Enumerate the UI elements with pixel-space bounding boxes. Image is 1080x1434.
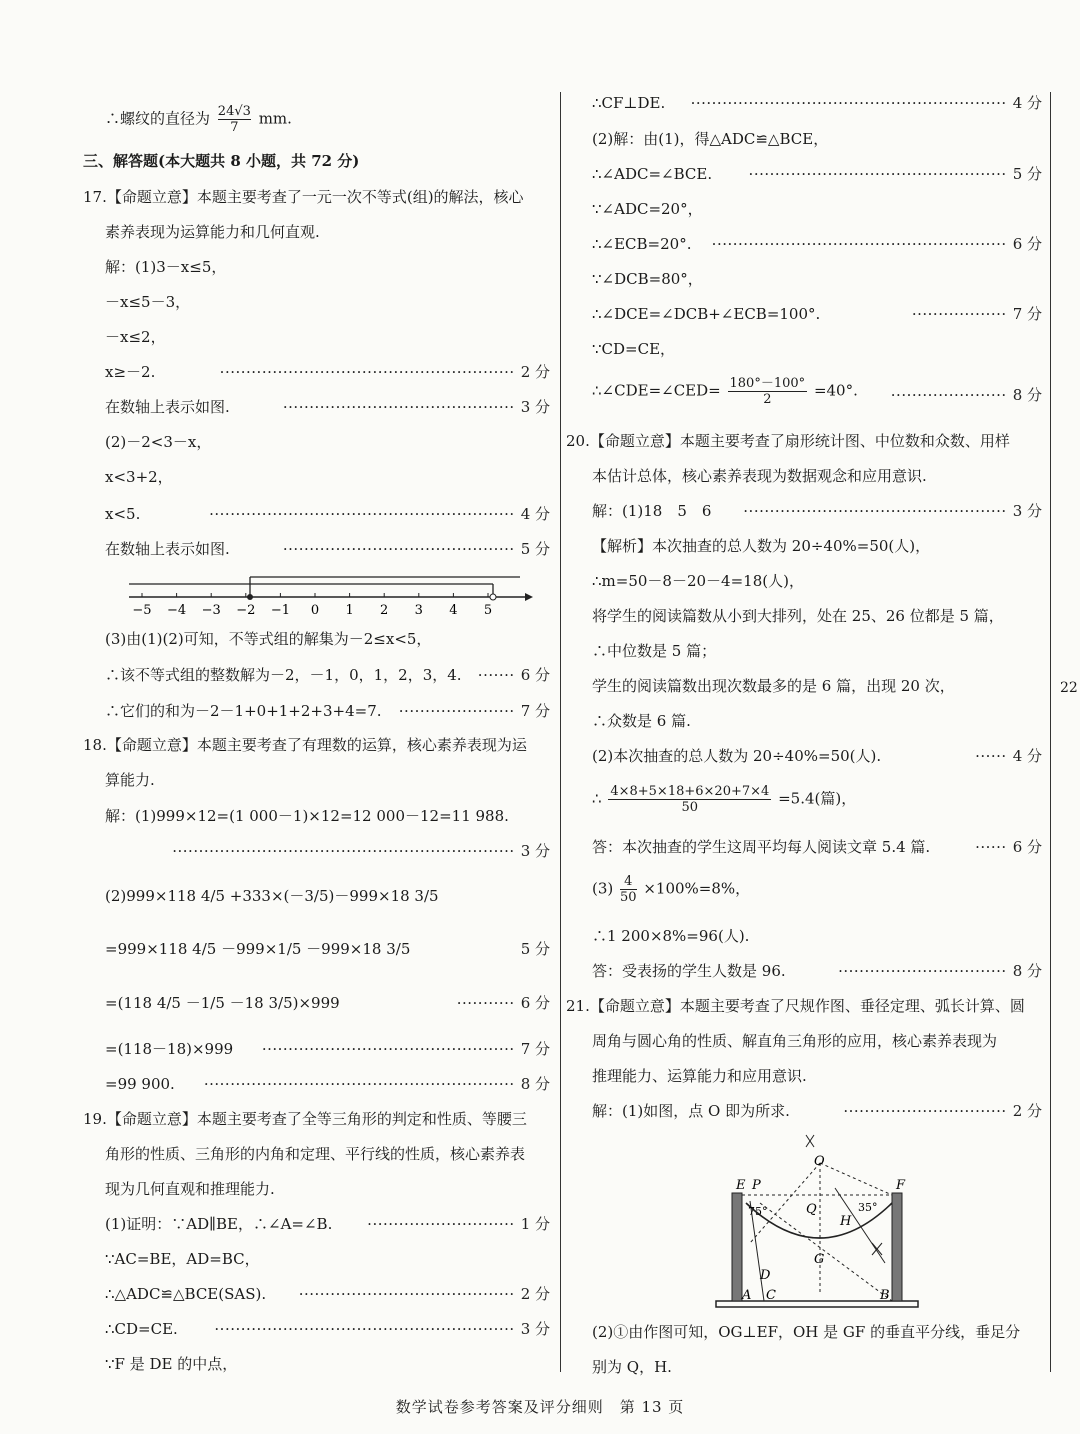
page-footer: 数学试卷参考答案及评分细则 第 13 页 bbox=[395, 1398, 685, 1416]
q20-step: ∴中位数是 5 篇； bbox=[592, 642, 717, 660]
q17-scored-line: x≥－2. ························································ 2 分 bbox=[105, 363, 550, 381]
q20-percent-formula: (3) $\frac{4}{50}$ ×100%=8%， bbox=[592, 874, 751, 905]
thread-diameter-line: ∴螺纹的直径为 $\frac{24√3}{7}$ mm. bbox=[105, 104, 292, 135]
label-H: H bbox=[840, 1214, 852, 1229]
q19-step: ∵AC=BE，AD=BC， bbox=[105, 1250, 260, 1268]
q21-step: 别为 Q，H. bbox=[592, 1358, 672, 1376]
label-O: O bbox=[814, 1154, 825, 1169]
q17-intro-cont: 素养表现为运算能力和几何直观. bbox=[105, 223, 320, 241]
q18-scored-line: =999×118 4/5 －999×1/5 －999×18 3/5 5 分 bbox=[105, 940, 550, 958]
axis-tick-label: −3 bbox=[201, 603, 221, 618]
scored-line: 解：(1)18 5 6 ·················································· 3 分 bbox=[592, 502, 1042, 520]
column-divider bbox=[560, 92, 561, 1372]
scored-line: 解：(1)如图，点 O 即为所求. ······························· 2 分 bbox=[592, 1102, 1042, 1120]
q20-step: ∴m=50－8－20－4=18(人)， bbox=[592, 572, 804, 590]
q21-intro-cont: 周角与圆心角的性质、解直角三角形的应用，核心素养表现为 bbox=[592, 1032, 998, 1050]
axis-tick-label: −5 bbox=[132, 603, 152, 618]
section-heading: 三、解答题(本大题共 8 小题，共 72 分) bbox=[83, 152, 360, 170]
q20-mean-formula: ∴ $\frac{4\times 8+5\times 18+6\times 20+7\times 4}{50}$ =5.4(篇)， bbox=[592, 784, 857, 815]
q17-step: －x≤5－3， bbox=[105, 293, 191, 311]
q17-scored-line: ∴该不等式组的整数解为－2，－1，0，1，2，3，4. ······· 6 分 bbox=[105, 666, 550, 684]
scored-line: ∴∠ECB=20°. ························································ 6 分 bbox=[592, 235, 1042, 253]
q21-step: (2)①由作图可知，OG⊥EF，OH 是 GF 的垂直平分线，垂足分 bbox=[592, 1323, 1021, 1341]
q18-intro-cont: 算能力. bbox=[105, 771, 155, 789]
label-35deg: 35° bbox=[858, 1201, 878, 1214]
q19-step: (2)解：由(1)，得△ADC≌△BCE， bbox=[592, 130, 829, 148]
scored-line: 答：本次抽查的学生这周平均每人阅读文章 5.4 篇. ······ 6 分 bbox=[592, 838, 1042, 856]
axis-tick-label: 3 bbox=[414, 603, 423, 618]
q17-step: －x≤2， bbox=[105, 328, 166, 346]
q18-scored-line: =(118－18)×999 ················································ 7 分 bbox=[105, 1040, 550, 1058]
axis-tick-label: 4 bbox=[449, 603, 458, 618]
label-E: E bbox=[736, 1178, 746, 1193]
q19-intro-cont: 现为几何直观和推理能力. bbox=[105, 1180, 275, 1198]
label-Q: Q bbox=[806, 1202, 817, 1217]
label-F: F bbox=[896, 1178, 906, 1193]
axis-tick-label: −4 bbox=[167, 603, 187, 618]
q18-scored-line: =(118 4/5 －1/5 －18 3/5)×999 ··········· 6 分 bbox=[105, 994, 550, 1012]
axis-tick-label: −2 bbox=[236, 603, 256, 618]
number-line-figure bbox=[125, 574, 535, 618]
scored-line: 答：受表扬的学生人数是 96. ································ 8 分 bbox=[592, 962, 1042, 980]
q17-scored-line: ∴它们的和为－2－1+0+1+2+3+4=7. ······················ 7 分 bbox=[105, 702, 550, 720]
q17-step: (3)由(1)(2)可知，不等式组的解集为－2≤x<5， bbox=[105, 630, 432, 648]
q18-intro: 18.【命题立意】本题主要考查了有理数的运算，核心素养表现为运 bbox=[83, 736, 527, 754]
q17-step: (2)－2<3－x， bbox=[105, 433, 212, 451]
label-A: A bbox=[742, 1288, 752, 1303]
q19-scored-line: (1)证明：∵AD∥BE，∴∠A=∠B. ···························· 1 分 bbox=[105, 1215, 550, 1233]
scored-line: ∴∠DCE=∠DCB+∠ECB=100°. ·················· 7 分 bbox=[592, 305, 1042, 323]
q20-step: ∴众数是 6 篇. bbox=[592, 712, 691, 730]
scored-line: ∴CF⊥DE. ···························································· 4 分 bbox=[592, 94, 1042, 112]
q20-step: 【解析】本次抽查的总人数为 20÷40%=50(人)， bbox=[592, 537, 931, 555]
q20-intro-cont: 本估计总体，核心素养表现为数据观念和应用意识. bbox=[592, 467, 927, 485]
label-C: C bbox=[766, 1288, 776, 1303]
q18-step: 解：(1)999×12=(1 000－1)×12=12 000－12=11 988. bbox=[105, 807, 509, 825]
axis-tick-label: −1 bbox=[270, 603, 290, 618]
q21-intro: 21.【命题立意】本题主要考查了尺规作图、垂径定理、弧长计算、圆 bbox=[566, 997, 1025, 1015]
margin-page-number: 22 bbox=[1060, 680, 1078, 696]
scored-line: ∴∠ADC=∠BCE. ················································· 5 分 bbox=[592, 165, 1042, 183]
q20-step: 将学生的阅读篇数从小到大排列，处在 25、26 位都是 5 篇， bbox=[592, 607, 1004, 625]
label-G: G bbox=[814, 1252, 825, 1267]
q20-step: 学生的阅读篇数出现次数最多的是 6 篇，出现 20 次， bbox=[592, 677, 955, 695]
geometry-figure bbox=[710, 1133, 930, 1313]
q17-scored-line: 在数轴上表示如图. ············································ 3 分 bbox=[105, 398, 550, 416]
label-B: B bbox=[880, 1288, 890, 1303]
axis-tick-label: 5 bbox=[483, 603, 493, 618]
q19-step: ∵CD=CE， bbox=[592, 340, 676, 358]
q19-intro: 19.【命题立意】本题主要考查了全等三角形的判定和性质、等腰三 bbox=[83, 1110, 527, 1128]
axis-tick-label: 1 bbox=[345, 603, 354, 618]
q18-scored-line: =99 900. ··························································· 8 分 bbox=[105, 1075, 550, 1093]
scored-line: (2)本次抽查的总人数为 20÷40%=50(人). ······ 4 分 bbox=[592, 747, 1042, 765]
axis-tick-label: 2 bbox=[380, 603, 389, 618]
q17-step: 解：(1)3－x≤5， bbox=[105, 258, 227, 276]
q19-step: ∵∠ADC=20°， bbox=[592, 200, 703, 218]
q20-intro: 20.【命题立意】本题主要考查了扇形统计图、中位数和众数、用样 bbox=[566, 432, 1010, 450]
scored-line: ∴∠CDE=∠CED= $\frac{180^\circ-100^\circ}{2}$ =40°. ······················ 8 分 bbox=[592, 376, 1042, 407]
q19-step: ∵F 是 DE 的中点， bbox=[105, 1355, 238, 1373]
q19-scored-line: ∴CD=CE. ························································· 3 分 bbox=[105, 1320, 550, 1338]
label-75deg: 75° bbox=[748, 1205, 768, 1218]
q19-intro-cont: 角形的性质、三角形的内角和定理、平行线的性质，核心素养表 bbox=[105, 1145, 526, 1163]
label-P: P bbox=[752, 1178, 761, 1193]
q17-scored-line: x<5. ·························································· 4 分 bbox=[105, 505, 550, 523]
q17-scored-line: 在数轴上表示如图. ············································ 5 分 bbox=[105, 540, 550, 558]
q21-intro-cont: 推理能力、运算能力和应用意识. bbox=[592, 1067, 807, 1085]
label-D: D bbox=[760, 1268, 771, 1283]
q18-expression: (2)999×118 4/5 +333×(－3/5)－999×18 3/5 bbox=[105, 887, 439, 905]
axis-tick-label: 0 bbox=[310, 603, 320, 618]
q17-intro: 17.【命题立意】本题主要考查了一元一次不等式(组)的解法，核心 bbox=[83, 188, 524, 206]
q19-scored-line: ∴△ADC≌△BCE(SAS). ········································· 2 分 bbox=[105, 1285, 550, 1303]
q20-step: ∴1 200×8%=96(人). bbox=[592, 927, 750, 945]
right-margin-rule bbox=[1050, 92, 1051, 1372]
q17-step: x<3+2， bbox=[105, 468, 173, 486]
q19-step: ∵∠DCB=80°， bbox=[592, 270, 703, 288]
